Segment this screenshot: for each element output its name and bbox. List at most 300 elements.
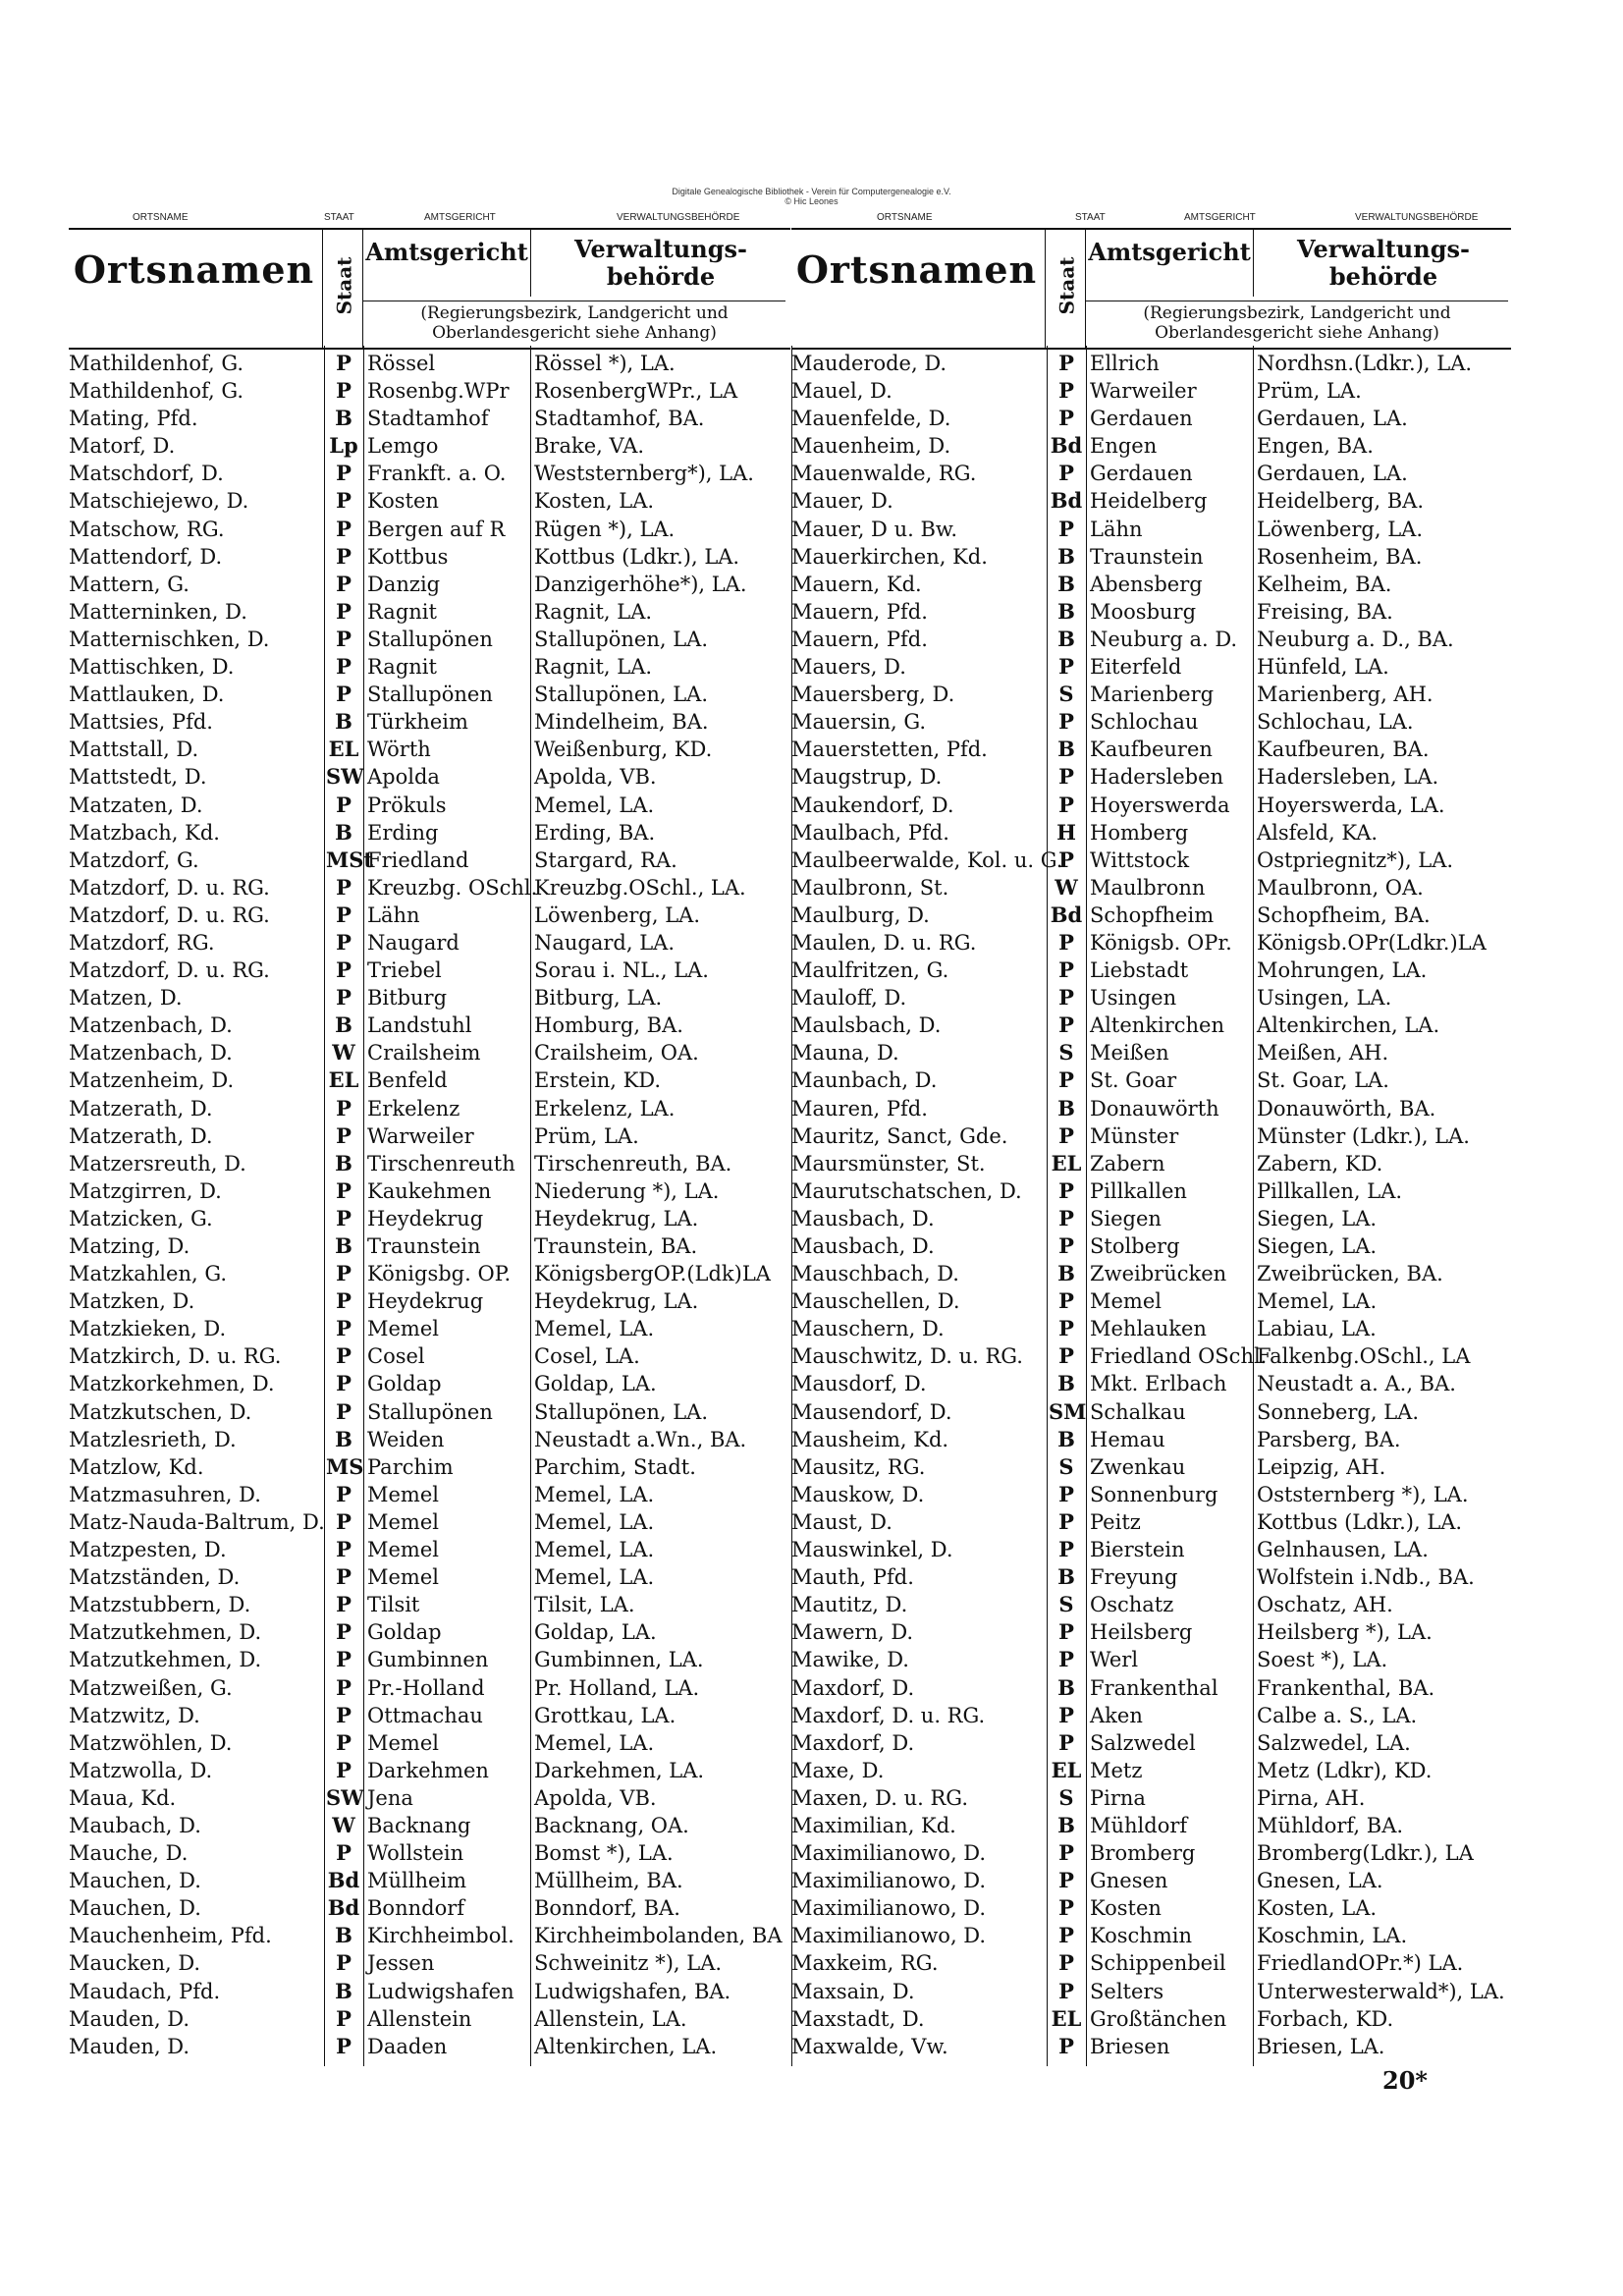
table-row [69, 1784, 790, 1812]
place-name: Matzlow, Kd. [69, 1454, 204, 1479]
place-name: Mauenheim, D. [791, 434, 951, 459]
authority-name: Apolda, VB. [534, 1785, 657, 1810]
place-name: Matzken, D. [69, 1289, 195, 1314]
court-name: Heydekrug [367, 1289, 484, 1314]
state-code: Lp [329, 433, 358, 459]
authority-name: Müllheim, BA. [534, 1869, 683, 1893]
table-row [791, 1757, 1511, 1784]
court-name: Zabern [1090, 1151, 1165, 1175]
state-code: P [1058, 654, 1074, 680]
place-name: Mauna, D. [791, 1041, 899, 1066]
place-name: Maulen, D. u. RG. [791, 930, 977, 955]
state-code: Bd [327, 1868, 360, 1893]
court-name: Traunstein [367, 1234, 481, 1258]
place-name: Maulsbach, D. [791, 1013, 942, 1038]
court-name: Türkheim [367, 710, 468, 735]
table-row [791, 1508, 1511, 1536]
authority-name: Prüm, LA. [1257, 379, 1362, 404]
state-code: P [336, 543, 352, 569]
authority-name: Engen, BA. [1257, 434, 1374, 459]
place-name: Matzdorf, RG. [69, 930, 215, 955]
authority-name: Erding, BA. [534, 820, 656, 845]
court-name: Wörth [367, 738, 431, 762]
state-code: P [336, 1288, 352, 1314]
state-code: P [336, 682, 352, 707]
place-name: Mauden, D. [69, 2034, 190, 2058]
state-code: P [336, 1757, 352, 1782]
authority-name: Traunstein, BA. [534, 1234, 698, 1258]
court-name: Apolda [367, 765, 440, 790]
label-ortsname-left: ORTSNAME [133, 212, 189, 223]
court-name: Daaden [367, 2034, 448, 2058]
authority-name: Schweinitz *), LA. [534, 1951, 723, 1976]
state-code: B [1057, 737, 1075, 762]
state-code: B [1057, 598, 1075, 624]
court-name: Tirschenreuth [367, 1151, 515, 1175]
table-row [69, 1536, 790, 1563]
state-code: B [1057, 571, 1075, 596]
authority-name: Kirchheimbolanden, BA [534, 1924, 783, 1948]
table-row [69, 1481, 790, 1508]
state-code: EL [328, 1067, 359, 1093]
court-name: Heilsberg [1090, 1620, 1193, 1645]
authority-name: Backnang, OA. [534, 1813, 689, 1837]
state-code: Bd [1050, 902, 1083, 927]
state-code: P [336, 1398, 352, 1424]
table-row [69, 819, 790, 847]
court-name: Danzig [367, 572, 441, 596]
state-code: S [1058, 1592, 1074, 1617]
place-name: Maximilianowo, D. [791, 1896, 987, 1921]
table-row [69, 1894, 790, 1922]
state-code: EL [328, 737, 359, 762]
table-row [791, 1260, 1511, 1287]
place-name: Maximilianowo, D. [791, 1924, 987, 1948]
authority-name: Frankenthal, BA. [1257, 1675, 1435, 1700]
authority-name: Neuburg a. D., BA. [1257, 627, 1454, 651]
court-name: Bromberg [1090, 1841, 1196, 1866]
authority-name: Rössel *), LA. [534, 352, 676, 375]
court-name: Abensberg [1090, 572, 1203, 596]
place-name: Matzlesrieth, D. [69, 1427, 237, 1451]
table-row [791, 902, 1511, 929]
place-name: Mausheim, Kd. [791, 1427, 949, 1451]
court-name: Frankenthal [1090, 1675, 1218, 1700]
authority-name: Freising, BA. [1257, 599, 1393, 624]
court-name: Kreuzbg. OSchl. [367, 875, 538, 900]
authority-name: Naugard, LA. [534, 930, 676, 955]
library-credit [0, 187, 1623, 206]
label-amtsgericht-right: AMTSGERICHT [1184, 212, 1256, 223]
authority-name: Falkenbg.OSchl., LA [1257, 1344, 1471, 1369]
place-name: Maulbeerwalde, Kol. u. G. [791, 847, 1063, 872]
court-name: Aken [1090, 1703, 1143, 1727]
court-name: Oschatz [1090, 1593, 1174, 1617]
table-row [791, 1011, 1511, 1039]
authority-name: Ludwigshafen, BA. [534, 1979, 731, 2003]
authority-name: Schlochau, LA. [1257, 710, 1414, 735]
authority-name: Kottbus (Ldkr.), LA. [1257, 1509, 1463, 1534]
place-name: Matschow, RG. [69, 517, 225, 541]
state-code: P [1058, 1868, 1074, 1893]
place-name: Mausitz, RG. [791, 1454, 926, 1479]
table-row [69, 516, 790, 543]
state-code: P [336, 1261, 352, 1286]
place-name: Matzbach, Kd. [69, 820, 220, 845]
place-name: Mating, Pfd. [69, 407, 198, 431]
state-code: P [1058, 1950, 1074, 1976]
authority-name: Gerdauen, LA. [1257, 407, 1408, 431]
authority-name: Marienberg, AH. [1257, 683, 1434, 707]
table-row [791, 1563, 1511, 1591]
authority-name: Altenkirchen, LA. [534, 2034, 718, 2058]
table-row [791, 350, 1511, 377]
place-name: Mausendorf, D. [791, 1399, 952, 1424]
place-name: Mauden, D. [69, 2006, 190, 2031]
place-name: Matzutkehmen, D. [69, 1648, 262, 1672]
place-name: Mattischken, D. [69, 655, 235, 680]
court-name: Ragnit [367, 655, 437, 680]
authority-name: FriedlandOPr.*) LA. [1257, 1951, 1464, 1976]
authority-name: Allenstein, LA. [534, 2006, 687, 2031]
table-row [69, 1453, 790, 1481]
court-name: Siegen [1090, 1206, 1162, 1230]
court-name: Jessen [367, 1951, 435, 1976]
authority-name: Crailsheim, OA. [534, 1041, 699, 1066]
place-name: Matzicken, G. [69, 1206, 213, 1230]
state-code: W [332, 1812, 355, 1837]
state-code: P [1058, 1481, 1074, 1506]
place-name: Mattsies, Pfd. [69, 710, 213, 735]
table-row [791, 653, 1511, 681]
court-name: Memel [367, 1317, 439, 1341]
authority-name: Stallupönen, LA. [534, 627, 709, 651]
place-name: Maulbronn, St. [791, 875, 949, 900]
table-row [791, 1287, 1511, 1315]
state-code: B [335, 819, 352, 845]
table-row [791, 929, 1511, 957]
table-row [791, 1177, 1511, 1205]
table-row [69, 681, 790, 708]
state-code: P [1058, 1012, 1074, 1038]
authority-name: Niederung *), LA. [534, 1178, 720, 1203]
place-name: Matzkahlen, G. [69, 1262, 228, 1286]
place-name: Matterninken, D. [69, 599, 247, 624]
authority-name: Gelnhausen, LA. [1257, 1538, 1429, 1562]
state-code: B [1057, 1095, 1075, 1121]
court-name: Parchim [367, 1454, 454, 1479]
place-name: Maunbach, D. [791, 1068, 938, 1093]
court-name: Ellrich [1090, 352, 1160, 375]
court-name: Maulbronn [1090, 875, 1206, 900]
table-row [791, 1978, 1511, 2005]
state-code: P [336, 957, 352, 983]
table-row [69, 984, 790, 1011]
authority-name: Grottkau, LA. [534, 1703, 676, 1727]
authority-name: Löwenberg, LA. [534, 902, 701, 927]
court-name: Homberg [1090, 820, 1189, 845]
place-name: Matzing, D. [69, 1234, 190, 1258]
court-name: Friedland [367, 847, 469, 872]
table-row [791, 681, 1511, 708]
header-staat: Staat [332, 256, 356, 315]
place-name: Maubach, D. [69, 1813, 201, 1837]
place-name: Mauerstetten, Pfd. [791, 738, 988, 762]
place-name: Matzkutschen, D. [69, 1399, 252, 1424]
court-name: Donauwörth [1090, 1096, 1219, 1121]
place-name: Maxdorf, D. [791, 1730, 915, 1755]
authority-name: Sorau i. NL., LA. [534, 958, 709, 983]
state-code: P [336, 929, 352, 955]
court-name: Frankft. a. O. [367, 462, 507, 486]
state-code: B [1057, 1371, 1075, 1396]
table-row [791, 1867, 1511, 1894]
table-row [69, 405, 790, 432]
court-name: Jena [367, 1785, 413, 1810]
state-code: P [1058, 1647, 1074, 1672]
state-code: P [1058, 1316, 1074, 1341]
header-amtsgericht: Amtsgericht [1088, 238, 1251, 266]
place-name: Maxkeim, RG. [791, 1951, 939, 1976]
place-name: Mauskow, D. [791, 1482, 925, 1506]
table-row [69, 1232, 790, 1260]
authority-name: Parsberg, BA. [1257, 1427, 1401, 1451]
authority-name: Münster (Ldkr.), LA. [1257, 1123, 1470, 1148]
place-name: Mauschellen, D. [791, 1289, 960, 1314]
table-row [791, 1039, 1511, 1066]
state-code: P [1058, 1067, 1074, 1093]
state-code: SW [326, 764, 364, 790]
authority-name: Siegen, LA. [1257, 1234, 1378, 1258]
court-name: Bergen auf R [367, 517, 506, 541]
authority-name: Forbach, KD. [1257, 2006, 1394, 2031]
authority-name: Leipzig, AH. [1257, 1454, 1386, 1479]
place-name: Matzstubbern, D. [69, 1593, 251, 1617]
court-name: Usingen [1090, 986, 1177, 1011]
state-code: P [336, 1177, 352, 1203]
authority-name: Weißenburg, KD. [534, 738, 713, 762]
state-code: P [336, 792, 352, 817]
court-name: Memel [1090, 1289, 1162, 1314]
authority-name: Memel, LA. [534, 1509, 655, 1534]
authority-name: Bromberg(Ldkr.), LA [1257, 1841, 1474, 1866]
court-name: Werl [1090, 1648, 1139, 1672]
state-code: P [1058, 2033, 1074, 2058]
place-name: Mauenfelde, D. [791, 407, 951, 431]
table-row [69, 874, 790, 902]
state-code: B [1057, 543, 1075, 569]
state-code: B [335, 1426, 352, 1451]
court-name: Metz [1090, 1758, 1143, 1782]
table-row [69, 763, 790, 791]
authority-name: Darkehmen, LA. [534, 1758, 705, 1782]
authority-name: Goldap, LA. [534, 1372, 657, 1396]
state-code: P [336, 351, 352, 375]
place-name: Matzersreuth, D. [69, 1151, 246, 1175]
state-code: MS [326, 1453, 364, 1479]
court-name: Wollstein [367, 1841, 464, 1866]
place-name: Matzweißen, G. [69, 1675, 233, 1700]
state-code: P [336, 1729, 352, 1755]
place-name: Mauderode, D. [791, 352, 947, 375]
court-name: Kaufbeuren [1090, 738, 1213, 762]
court-name: Tilsit [367, 1593, 420, 1617]
place-name: Mattern, G. [69, 572, 189, 596]
court-name: Hoyerswerda [1090, 793, 1230, 817]
court-name: Backnang [367, 1813, 471, 1837]
table-row [791, 1426, 1511, 1453]
state-code: MSt [326, 847, 374, 872]
column-divider [1086, 346, 1087, 2066]
court-name: Eiterfeld [1090, 655, 1182, 680]
table-row [69, 1011, 790, 1039]
table-row [69, 1370, 790, 1397]
place-name: Matzpesten, D. [69, 1538, 227, 1562]
label-amtsgericht-left: AMTSGERICHT [424, 212, 496, 223]
table-row [69, 1867, 790, 1894]
authority-name: Homburg, BA. [534, 1013, 683, 1038]
court-name: Peitz [1090, 1509, 1141, 1534]
authority-name: Mindelheim, BA. [534, 710, 709, 735]
authority-name: Memel, LA. [534, 793, 655, 817]
authority-name: Kottbus (Ldkr.), LA. [534, 544, 740, 569]
authority-name: Königsb.OPr(Ldkr.)LA [1257, 930, 1487, 955]
court-name: Kosten [1090, 1896, 1162, 1921]
court-name: Memel [367, 1509, 439, 1534]
place-name: Mauche, D. [69, 1841, 189, 1866]
court-name: Cosel [367, 1344, 425, 1369]
table-row [791, 1618, 1511, 1646]
state-code: EL [1051, 1150, 1082, 1175]
table-row [69, 1039, 790, 1066]
table-row [69, 957, 790, 984]
state-code: B [335, 1012, 352, 1038]
table-row [791, 1812, 1511, 1839]
table-row [69, 1315, 790, 1342]
table-row [69, 377, 790, 405]
place-name: Maurutschatschen, D. [791, 1178, 1022, 1203]
court-name: Engen [1090, 434, 1158, 459]
authority-name: Memel, LA. [1257, 1289, 1378, 1314]
table-row [791, 1839, 1511, 1867]
column-divider [1253, 346, 1254, 2066]
authority-name: Memel, LA. [534, 1565, 655, 1590]
state-code: H [1056, 819, 1076, 845]
left-column-block [69, 228, 790, 2060]
place-name: Matzenheim, D. [69, 1068, 235, 1093]
state-code: P [336, 1702, 352, 1727]
column-divider [324, 346, 325, 2066]
state-code: P [1058, 378, 1074, 404]
place-name: Maximilianowo, D. [791, 1869, 987, 1893]
place-name: Mattlauken, D. [69, 683, 225, 707]
credit-line-1: Digitale Genealogische Bibliothek - Verein für Computergenealogie e.V. [672, 187, 951, 196]
court-name: Sonnenburg [1090, 1482, 1218, 1506]
court-name: Wittstock [1090, 847, 1190, 872]
authority-name: Heydekrug, LA. [534, 1206, 699, 1230]
authority-name: KönigsbergOP.(Ldk)LA [534, 1262, 771, 1286]
authority-name: Donauwörth, BA. [1257, 1096, 1436, 1121]
court-name: Stolberg [1090, 1234, 1180, 1258]
table-row [69, 1287, 790, 1315]
table-row [69, 1729, 790, 1757]
authority-name: Pr. Holland, LA. [534, 1675, 700, 1700]
place-name: Matschiejewo, D. [69, 489, 249, 514]
place-name: Maxdorf, D. [791, 1675, 915, 1700]
court-name: Schlochau [1090, 710, 1199, 735]
court-name: St. Goar [1090, 1068, 1177, 1093]
state-code: P [336, 1481, 352, 1506]
column-divider [1047, 346, 1048, 2066]
court-name: Benfeld [367, 1068, 448, 1093]
court-name: Traunstein [1090, 544, 1204, 569]
place-name: Maulbach, Pfd. [791, 820, 949, 845]
place-name: Mauswinkel, D. [791, 1538, 953, 1562]
table-row [69, 1949, 790, 1977]
place-name: Maudach, Pfd. [69, 1979, 221, 2003]
table-row [791, 1591, 1511, 1618]
place-name: Maucken, D. [69, 1951, 201, 1976]
state-code: P [336, 571, 352, 596]
court-name: Bonndorf [367, 1896, 465, 1921]
court-name: Briesen [1090, 2034, 1170, 2058]
state-code: P [1058, 957, 1074, 983]
place-name: Mathildenhof, G. [69, 379, 244, 404]
state-code: B [1057, 1261, 1075, 1286]
authority-name: Labiau, LA. [1257, 1317, 1377, 1341]
authority-name: Weststernberg*), LA. [534, 462, 754, 486]
table-row [791, 1095, 1511, 1122]
court-name: Ottmachau [367, 1703, 483, 1727]
place-name: Mauloff, D. [791, 986, 907, 1011]
court-name: Mkt. Erlbach [1090, 1372, 1227, 1396]
place-name: Maxdorf, D. u. RG. [791, 1703, 986, 1727]
right-table-body [791, 350, 1511, 2060]
authority-name: Hadersleben, LA. [1257, 765, 1439, 790]
authority-name: Stadtamhof, BA. [534, 407, 705, 431]
column-divider [363, 346, 364, 2066]
court-name: Darkehmen [367, 1758, 489, 1782]
state-code: P [1058, 1702, 1074, 1727]
table-row [791, 708, 1511, 736]
state-code: P [336, 1674, 352, 1700]
table-row [69, 736, 790, 763]
place-name: Matzenbach, D. [69, 1013, 233, 1038]
place-name: Mattstedt, D. [69, 765, 207, 790]
table-row [69, 1066, 790, 1094]
court-name: Mühldorf [1090, 1813, 1188, 1837]
authority-name: Memel, LA. [534, 1482, 655, 1506]
header-amtsgericht: Amtsgericht [365, 238, 528, 266]
table-row [69, 460, 790, 487]
authority-name: Memel, LA. [534, 1538, 655, 1562]
authority-name: Pillkallen, LA. [1257, 1178, 1403, 1203]
authority-name: Bomst *), LA. [534, 1841, 674, 1866]
table-row [791, 1370, 1511, 1397]
place-name: Mauenwalde, RG. [791, 462, 977, 486]
table-row [791, 1205, 1511, 1232]
place-name: Matz-Nauda-Baltrum, D. [69, 1509, 325, 1534]
state-code: B [335, 1923, 352, 1948]
court-name: Memel [367, 1538, 439, 1562]
state-code: P [1058, 1205, 1074, 1230]
authority-name: Erstein, KD. [534, 1068, 662, 1093]
table-row [69, 1978, 790, 2005]
place-name: Mattstall, D. [69, 738, 199, 762]
place-name: Mathildenhof, G. [69, 352, 244, 375]
place-name: Mausdorf, D. [791, 1372, 927, 1396]
court-name: Lähn [367, 902, 420, 927]
